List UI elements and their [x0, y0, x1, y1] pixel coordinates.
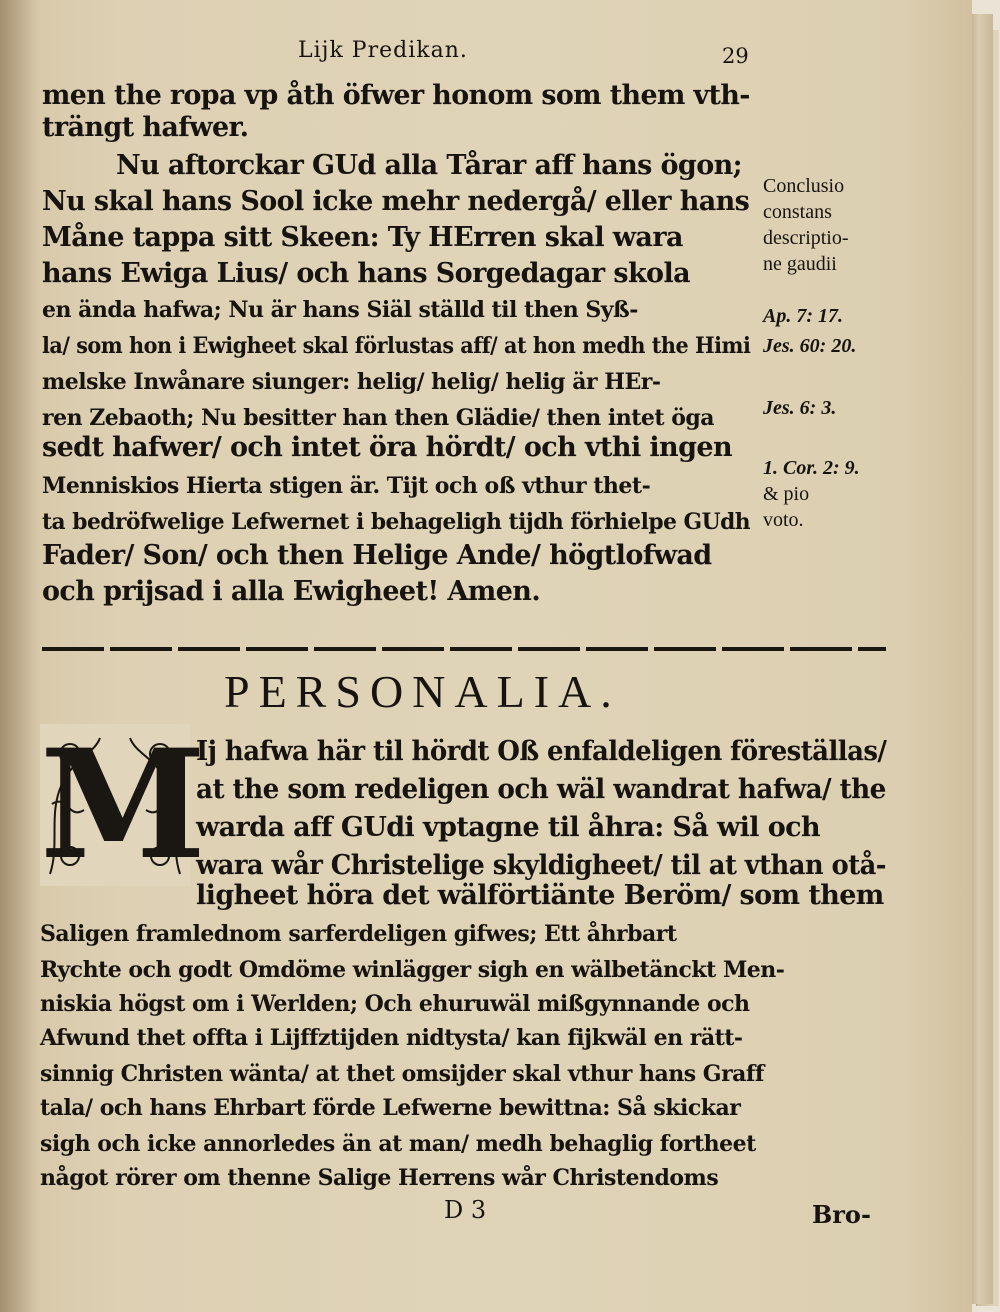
sermon-line: Fader/ Son/ och then Helige Ande/ högtlofwad — [42, 540, 712, 571]
sermon-line: Nu aftorckar GUd alla Tårar aff hans ögon; — [116, 150, 743, 181]
running-head: Lijk Predikan. — [298, 38, 468, 63]
margin-note: & pio — [763, 483, 810, 505]
sermon-line: och prijsad i alla Ewigheet! Amen. — [42, 576, 541, 607]
margin-note: ne gaudii — [763, 253, 837, 275]
personalia-line: at the som redeligen och wäl wandrat hafwa/ the — [196, 774, 886, 805]
personalia-line: Afwund thet offta i Lijffztijden nidtysta/ kan fijkwäl en rätt- — [40, 1025, 743, 1051]
personalia-line: niskia högst om i Werlden; Och ehuruwäl mißgynnande och — [40, 991, 750, 1017]
initial-letter: M — [40, 717, 207, 893]
personalia-line: Rychte och godt Omdöme winlägger sigh en wälbetänckt Men- — [40, 957, 785, 983]
sermon-line: Nu skal hans Sool icke mehr nedergå/ eller hans — [42, 186, 750, 217]
personalia-line: sigh och icke annorledes än at man/ medh behaglig fortheet — [40, 1131, 756, 1157]
section-heading: PERSONALIA. — [224, 666, 621, 717]
personalia-line: tala/ och hans Ehrbart förde Lefwerne bewittna: Så skickar — [40, 1095, 741, 1121]
sermon-line: Menniskios Hierta stigen är. Tijt och oß vthur thet- — [42, 473, 651, 499]
margin-note: Jes. 6: 3. — [763, 397, 837, 419]
personalia-line: sinnig Christen wänta/ at thet omsijder skal vthur hans Graff — [40, 1061, 764, 1087]
sermon-line: hans Ewiga Lius/ och hans Sorgedagar skola — [42, 258, 691, 289]
margin-note: constans — [763, 201, 832, 223]
margin-note: voto. — [763, 509, 804, 531]
sermon-line: men the ropa vp åth öfwer honom som them vth- — [42, 80, 750, 111]
gutter-shadow — [0, 0, 40, 1312]
sermon-line: melske Inwånare siunger: helig/ helig/ helig är HEr- — [42, 369, 661, 395]
sermon-line: ren Zebaoth; Nu besitter han then Glädie/ then intet öga — [42, 405, 715, 431]
personalia-line: ligheet höra det wälförtiänte Beröm/ som them — [196, 880, 884, 911]
sermon-line: sedt hafwer/ och intet öra hördt/ och vthi ingen — [42, 432, 732, 463]
personalia-line: Saligen framlednom sarferdeligen gifwes; Ett åhrbart — [40, 921, 677, 947]
margin-note: Ap. 7: 17. — [763, 305, 843, 327]
personalia-line: wara wår Christelige skyldigheet/ til at vthan otå- — [196, 850, 886, 881]
signature-mark: D 3 — [444, 1196, 487, 1224]
personalia-line: Ij hafwa här til hördt Oß enfaldeligen föreställas/ — [196, 736, 887, 767]
sermon-line: en ända hafwa; Nu är hans Siäl ställd til then Syß- — [42, 297, 638, 323]
sermon-line: la/ som hon i Ewigheet skal förlustas aff/ at hon medh the Himi — [42, 333, 751, 359]
margin-note: Jes. 60: 20. — [763, 335, 857, 357]
ornamental-initial — [40, 717, 207, 893]
sermon-line: ta bedröfwelige Lefwernet i behageligh tijdh förhielpe GUdh — [42, 509, 751, 535]
section-divider-rule — [42, 647, 886, 651]
page-number: 29 — [722, 44, 749, 68]
margin-note: Conclusio — [763, 175, 845, 197]
margin-note: descriptio- — [763, 227, 849, 249]
personalia-line: något rörer om thenne Salige Herrens wår Christendoms — [40, 1165, 719, 1191]
sermon-line: trängt hafwer. — [42, 112, 249, 143]
personalia-line: warda aff GUdi vptagne til åhra: Så wil och — [196, 812, 821, 843]
sermon-line: Måne tappa sitt Skeen: Ty HErren skal wara — [42, 222, 683, 253]
margin-note: 1. Cor. 2: 9. — [763, 457, 860, 479]
catchword: Bro- — [812, 1200, 871, 1229]
